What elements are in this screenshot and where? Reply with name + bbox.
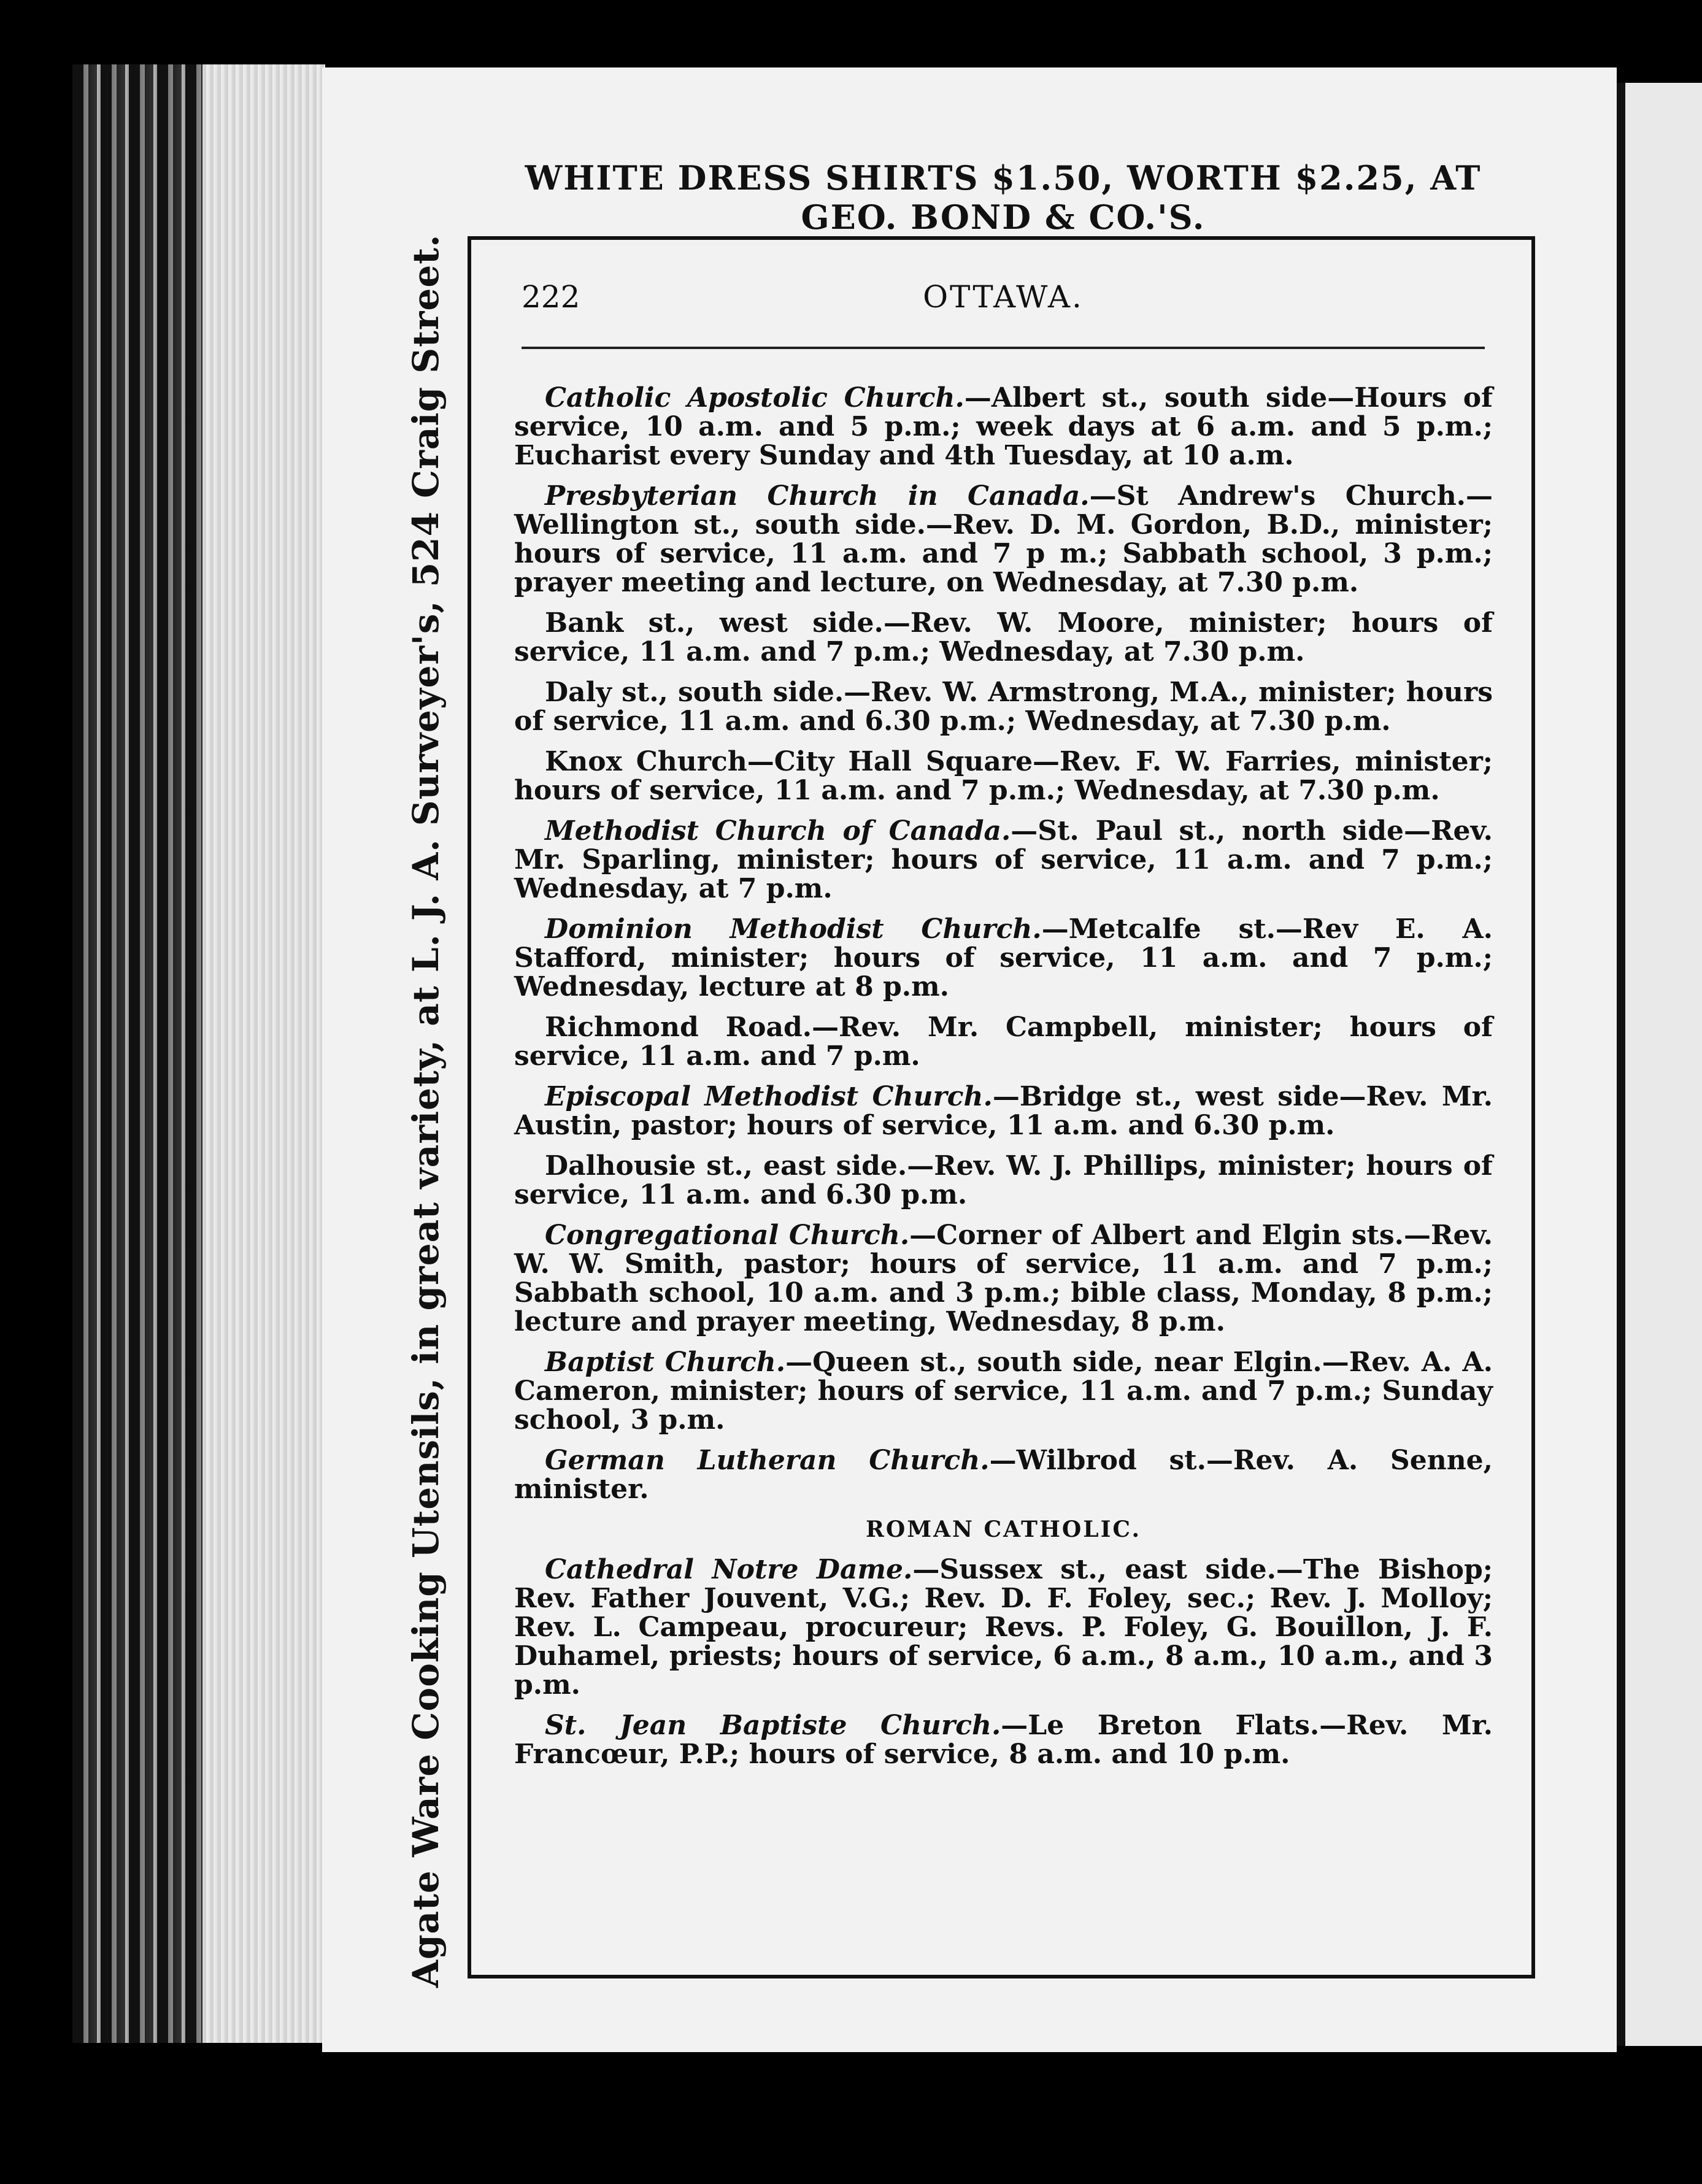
catholic-entries	[514, 1555, 1493, 1769]
page-header	[522, 279, 1485, 328]
protestant-entries	[514, 383, 1493, 1504]
church-directory	[514, 383, 1493, 1780]
church-name: Catholic Apostolic Church.	[545, 382, 965, 413]
directory-entry	[514, 1711, 1493, 1769]
church-details: Dalhousie st., east side.—Rev. W. J. Phillips, minister; hours of service, 11 a.m. and 6.30 p.m.	[514, 1150, 1493, 1210]
directory-entry	[514, 383, 1493, 470]
church-details: Richmond Road.—Rev. Mr. Campbell, minister; hours of service, 11 a.m. and 7 p.m.	[514, 1012, 1493, 1072]
book-page-edges-light	[202, 64, 325, 2043]
page-number: 222	[522, 279, 580, 315]
church-name: Episcopal Methodist Church.	[545, 1081, 993, 1112]
directory-entry	[514, 609, 1493, 666]
facing-page-edge	[1617, 83, 1702, 2046]
church-details: —St. Paul st., north side—Rev. Mr. Sparling, minister; hours of service, 11 a.m. and 7 p.m.; Wednesday, at 7 p.m.	[514, 815, 1493, 904]
banner-line-1: WHITE DRESS SHIRTS $1.50, WORTH $2.25, AT	[525, 158, 1482, 198]
church-name: Presbyterian Church in Canada.	[545, 480, 1090, 512]
directory-entry	[514, 1446, 1493, 1504]
church-name: Cathedral Notre Dame.	[545, 1554, 913, 1585]
directory-entry	[514, 1221, 1493, 1336]
church-name: Dominion Methodist Church.	[545, 913, 1042, 945]
directory-entry	[514, 1348, 1493, 1434]
church-details: Bank st., west side.—Rev. W. Moore, minister; hours of service, 11 a.m. and 7 p.m.; Wednesday, at 7.30 p.m.	[514, 607, 1493, 667]
directory-entry	[514, 1082, 1493, 1140]
directory-entry	[514, 747, 1493, 805]
church-details: Daly st., south side.—Rev. W. Armstrong, M.A., minister; hours of service, 11 a.m. and 6.30 p.m.; Wednesday, at 7.30 p.m.	[514, 677, 1493, 737]
church-details: —Le Breton Flats.—Rev. Mr. Francœur, P.P.; hours of service, 8 a.m. and 10 p.m.	[514, 1710, 1493, 1770]
section-heading: ROMAN CATHOLIC.	[866, 1517, 1141, 1542]
church-name: German Lutheran Church.	[545, 1445, 990, 1476]
church-details: —Albert st., south side—Hours of service, 10 a.m. and 5 p.m.; week days at 6 a.m. and 5 p.m.; Eucharist every Sunday and 4th Tuesday, at 10 a.m.	[514, 382, 1493, 471]
church-name: St. Jean Baptiste Church.	[545, 1710, 1001, 1741]
church-details: Knox Church—City Hall Square—Rev. F. W. Farries, minister; hours of service, 11 a.m. and 7 p.m.; Wednesday, at 7.30 p.m.	[514, 746, 1493, 806]
header-rule	[522, 347, 1485, 349]
directory-entry	[514, 915, 1493, 1001]
church-details: —Sussex st., east side.—The Bishop; Rev. Father Jouvent, V.G.; Rev. D. F. Foley, sec.; Rev. J. Molloy; Rev. L. Campeau, procureur; Revs. P. Foley, G. Bouillon, J. F. Duhamel, priests; hours of service, 6 a.m., 8 a.m., 10 a.m., and 3 p.m.	[514, 1554, 1493, 1701]
advertisement-banner	[469, 158, 1537, 237]
directory-entry	[514, 1013, 1493, 1071]
church-details: —Corner of Albert and Elgin sts.—Rev. W. W. Smith, pastor; hours of service, 11 a.m. and 7 p.m.; Sabbath school, 10 a.m. and 3 p.m.; bible class, Monday, 8 p.m.; lecture and prayer meeting, Wednesday, 8 p.m.	[514, 1220, 1493, 1337]
directory-entry	[514, 1152, 1493, 1209]
directory-entry	[514, 482, 1493, 597]
running-title: OTTAWA.	[923, 279, 1084, 315]
directory-entry	[514, 1555, 1493, 1699]
church-details: —St Andrew's Church.—Wellington st., south side.—Rev. D. M. Gordon, B.D., minister; hours of service, 11 a.m. and 7 p m.; Sabbath school, 3 p.m.; prayer meeting and lecture, on Wednesday, at 7.30 p.m.	[514, 480, 1493, 598]
side-advertisement: Agate Ware Cooking Utensils, in great variety, at L. J. A. Surveyer's, 524 Craig Street.	[405, 234, 447, 1988]
church-details: —Queen st., south side, near Elgin.—Rev. A. A. Cameron, minister; hours of service, 11 a.m. and 7 p.m.; Sunday school, 3 p.m.	[514, 1347, 1493, 1436]
directory-entry	[514, 817, 1493, 903]
church-details: —Bridge st., west side—Rev. Mr. Austin, pastor; hours of service, 11 a.m. and 6.30 p.m.	[514, 1081, 1493, 1141]
church-name: Baptist Church.	[545, 1347, 786, 1378]
church-details: —Metcalfe st.—Rev E. A. Stafford, minister; hours of service, 11 a.m. and 7 p.m.; Wednesday, lecture at 8 p.m.	[514, 913, 1493, 1002]
banner-line-2: GEO. BOND & CO.'S.	[801, 198, 1206, 237]
directory-entry	[514, 678, 1493, 736]
church-details: —Wilbrod st.—Rev. A. Senne, minister.	[514, 1445, 1493, 1505]
church-name: Methodist Church of Canada.	[545, 815, 1011, 847]
church-name: Congregational Church.	[545, 1220, 910, 1251]
